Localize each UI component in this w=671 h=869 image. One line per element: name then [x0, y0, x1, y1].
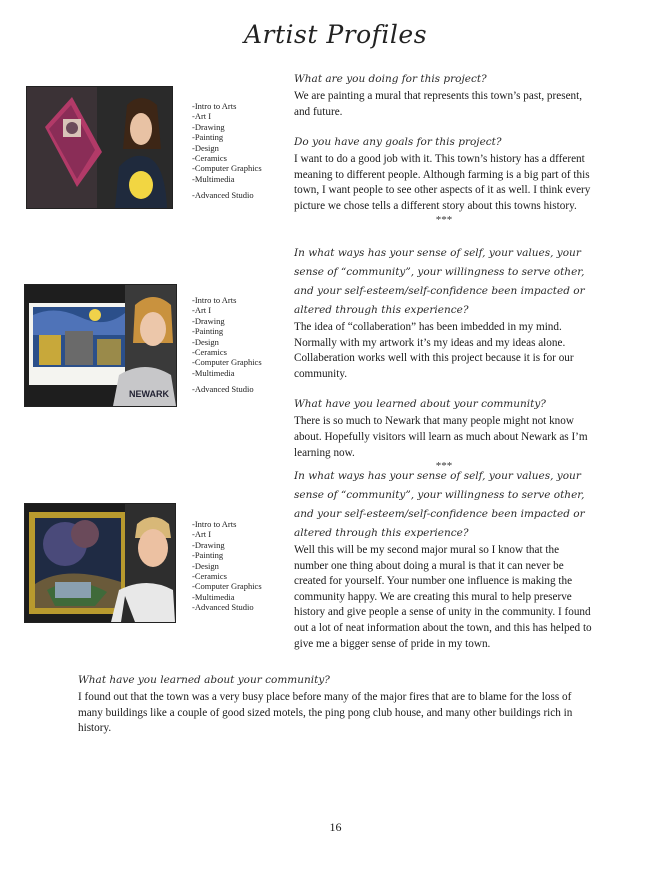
courses-list-2 [192, 295, 282, 395]
course-item: -Intro to Arts [192, 295, 237, 305]
course-item: -Advanced Studio [192, 384, 254, 395]
student-photo-1 [26, 86, 173, 209]
answer: The idea of “collaberation” has been imbedded in my mind. Normally with my artwork it’s my ideas and my ideas alone. Collaberation works well with this project because it is for our community. [294, 321, 574, 380]
course-item: -Advanced Studio [192, 190, 254, 201]
answer: Well this will be my second major mural so I know that the number one thing about doing a mural is that it can never be created for yourself. Your number one influence is making the community happy. We are creating this mural to help preserve history and give people a sense of unity in the community. I found out a lot of neat information about the town, and this has helped to give me a bigger sense of pride in my town. [294, 544, 592, 650]
question: What have you learned about your community? [78, 674, 330, 686]
courses-list-1 [192, 101, 282, 201]
profile-3-closing [78, 671, 578, 737]
student-photo-2 [24, 284, 177, 407]
separator: *** [435, 460, 453, 473]
course-item: -Ceramics [192, 347, 227, 358]
course-item: -Drawing [192, 315, 225, 326]
profile-1-text [294, 70, 594, 226]
separator: *** [435, 213, 453, 226]
course-item: -Painting [192, 326, 224, 337]
profile-2-text [294, 244, 594, 472]
course-item: -Design [192, 336, 219, 347]
course-item: -Drawing [192, 121, 225, 132]
answer: I found out that the town was a very busy place before many of the major fires that are to blame for the loss of many buildings like a couple of good sized motels, the ping pong club house, and many other buildings rich in history. [78, 691, 573, 735]
course-item: -Multimedia [192, 591, 235, 602]
shirt-print: NEWARK [129, 389, 169, 399]
course-item: -Painting [192, 132, 224, 143]
course-item: -Art I [192, 529, 212, 540]
course-item: -Painting [192, 550, 224, 561]
answer: We are painting a mural that represents this town’s past, present, and future. [294, 90, 583, 118]
question: In what ways has your sense of self, your values, your sense of “community”, your willingness to serve other, and your self-esteem/self-confidence been impacted or altered through this experience? [294, 470, 585, 539]
courses-list-3 [192, 519, 282, 613]
course-item: -Multimedia [192, 173, 235, 184]
answer: I want to do a good job with it. This town’s history has a dfferent meaning to different people. Although farming is a big part of this town, I want people to see other aspects of it as well. I think every picture we chose tells a different story about this towns history. [294, 153, 591, 212]
course-item: -Design [192, 560, 219, 571]
course-item: -Multimedia [192, 367, 235, 378]
student-photo-3 [24, 503, 176, 623]
course-item: -Intro to Arts [192, 101, 237, 111]
course-item: -Art I [192, 111, 212, 122]
course-item: -Computer Graphics [192, 581, 262, 592]
course-item: -Ceramics [192, 153, 227, 164]
page-number: 16 [329, 820, 342, 834]
question: Do you have any goals for this project? [294, 136, 502, 149]
profile-3-text [294, 467, 594, 652]
course-item: -Computer Graphics [192, 163, 262, 174]
course-item: -Drawing [192, 539, 225, 550]
course-item: -Art I [192, 305, 212, 316]
answer: There is so much to Newark that many people might not know about. Hopefully visitors will learn as much about Newark as I’m learning now. [294, 415, 588, 459]
course-item: -Ceramics [192, 571, 227, 582]
course-item: -Computer Graphics [192, 357, 262, 368]
question: What have you learned about your community? [294, 398, 546, 411]
course-item: -Intro to Arts [192, 519, 237, 529]
course-item: -Advanced Studio [192, 602, 254, 613]
course-item: -Design [192, 142, 219, 153]
page-title: Artist Profiles [243, 20, 428, 49]
question: In what ways has your sense of self, your values, your sense of “community”, your willingness to serve other, and your self-esteem/self-confidence been impacted or altered through this experience? [294, 247, 585, 316]
question: What are you doing for this project? [294, 73, 487, 85]
